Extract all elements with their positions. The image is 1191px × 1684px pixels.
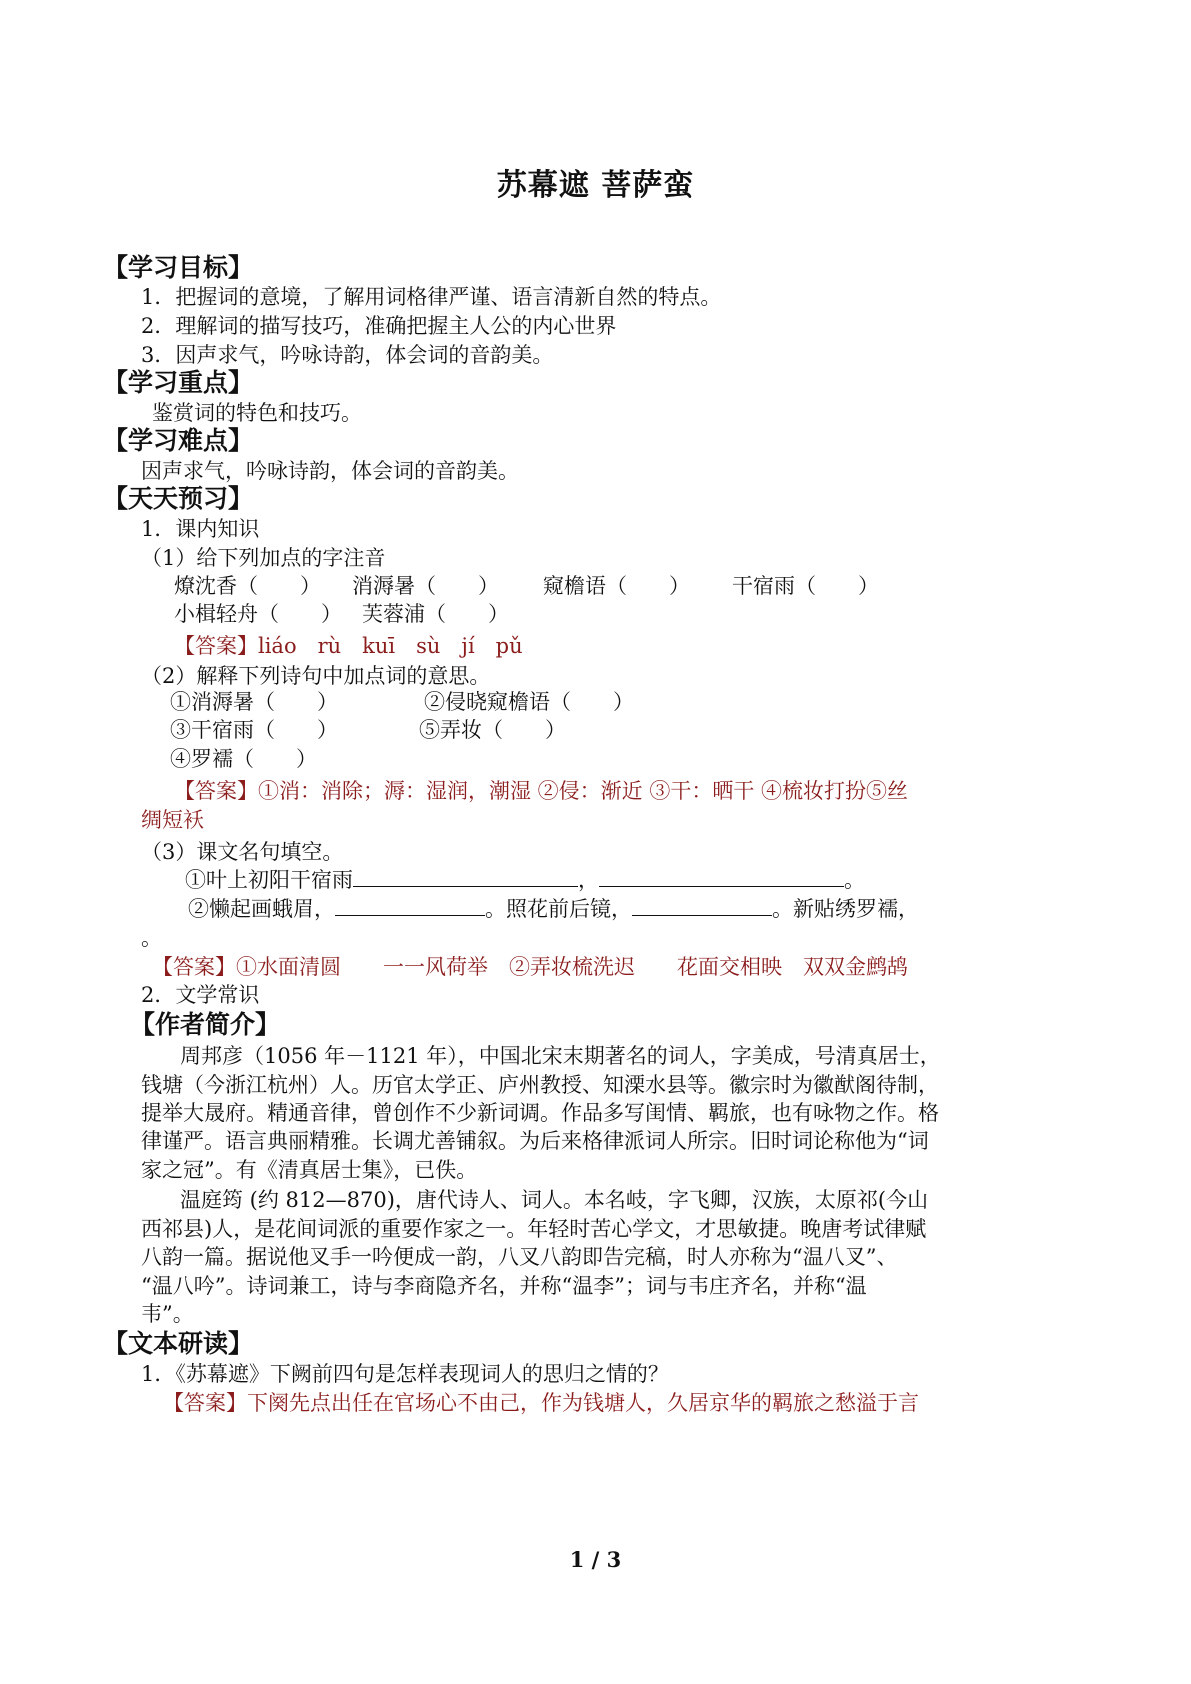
question-3-prompt: （3）课文名句填空。 [141,840,344,864]
author-paragraph-line: “温八吟”。诗词兼工，诗与李商隐齐名，并称“温李”；词与韦庄齐名，并称“温 [141,1274,867,1298]
author-paragraph-line: 钱塘（今浙江杭州）人。历官太学正、庐州教授、知溧水县等。徽宗时为徽猷阁待制， [141,1073,939,1097]
pinyin-item: 小楫轻舟（ ） [174,602,342,626]
author-paragraph-line: 律谨严。语言典丽精雅。长调尤善铺叙。为后来格律派词人所宗。旧时词论称他为“词 [141,1129,929,1153]
answer-text: liáo rù kuī sù jí pǔ [258,634,523,658]
section-heading-goals: 【学习目标】 [103,253,254,282]
answer-text: ①消：消除；溽：湿润，潮湿 ②侵：渐近 ③干：晒干 ④梳妆打扮⑤丝 [258,779,909,803]
answer-1 [174,632,523,660]
verse-text: 。新贴绣罗襦， [772,897,919,921]
definition-item: ①消溽暑（ ） [170,690,338,714]
answer-text: ①水面清圆 一一风荷举 ②弄妆梳洗迟 花面交相映 双双金鹧鸪 [236,955,908,979]
author-paragraph-line: 八韵一篇。据说他叉手一吟便成一韵，八叉八韵即告完稿，时人亦称为“温八叉”、 [141,1245,898,1269]
definition-item: ②侵晓窥檐语（ ） [424,690,634,714]
definition-item: ③干宿雨（ ） [170,718,338,742]
definition-item: ④罗襦（ ） [170,747,317,771]
answer-blank[interactable] [335,895,485,916]
pinyin-item: 燎沈香（ ） [174,574,321,598]
difficulty-text: 因声求气，吟咏诗韵，体会词的音韵美。 [141,459,519,483]
question-1-prompt: （1）给下列加点的字注音 [141,546,386,570]
verse-text: 。照花前后镜， [485,897,632,921]
author-paragraph-line: 温庭筠 (约 812—870)，唐代诗人、词人。本名岐，字飞卿，汉族，太原祁(今山 [180,1188,929,1212]
pinyin-item: 芙蓉浦（ ） [362,602,509,626]
fill-blank-line-3: 。 [141,926,162,950]
goal-item: 1．把握词的意境，了解用词格律严谨、语言清新自然的特点。 [141,285,722,309]
answer-label: 【答案】 [174,779,258,803]
subsection-in-class: 1．课内知识 [141,517,260,541]
author-paragraph-line: 韦”。 [141,1302,194,1326]
answer-2-continued: 绸短袄 [141,808,204,832]
answer-2 [174,777,908,805]
definition-item: ⑤弄妆（ ） [419,718,566,742]
verse-punct: 。 [844,868,865,892]
subsection-literature: 2．文学常识 [141,983,260,1007]
author-paragraph-line: 周邦彦（1056 年－1121 年），中国北宋末期著名的词人，字美成，号清真居士， [180,1044,941,1068]
answer-blank[interactable] [632,895,772,916]
answer-label: 【答案】 [163,1391,247,1415]
question-2-prompt: （2）解释下列诗句中加点词的意思。 [141,664,491,688]
goal-item: 3．因声求气，吟咏诗韵，体会词的音韵美。 [141,343,554,367]
reading-question-1: 1．《苏幕遮》下阙前四句是怎样表现词人的思归之情的？ [141,1362,669,1386]
answer-blank[interactable] [599,866,844,887]
answer-blank[interactable] [353,866,578,887]
page-title: 苏幕遮 菩萨蛮 [496,168,695,203]
author-paragraph-line: 家之冠”。有《清真居士集》，已佚。 [141,1158,478,1182]
section-heading-reading: 【文本研读】 [103,1329,254,1358]
goal-item: 2．理解词的描写技巧，准确把握主人公的内心世界 [141,314,617,338]
answer-label: 【答案】 [152,955,236,979]
answer-label: 【答案】 [174,634,258,658]
reading-answer-1 [163,1389,919,1417]
section-heading-focus: 【学习重点】 [103,368,254,397]
section-heading-author: 【作者简介】 [130,1010,281,1039]
pinyin-item: 窥檐语（ ） [543,574,690,598]
author-paragraph-line: 西祁县)人，是花间词派的重要作家之一。年轻时苦心学文，才思敏捷。晚唐考试律赋 [141,1217,927,1241]
pinyin-item: 消溽暑（ ） [352,574,499,598]
fill-blank-line-1 [185,866,865,894]
section-heading-difficulty: 【学习难点】 [103,426,254,455]
answer-3 [152,953,908,981]
pinyin-item: 干宿雨（ ） [732,574,879,598]
section-heading-preview: 【天天预习】 [103,484,254,513]
page-number: 1 / 3 [569,1547,622,1572]
focus-text: 鉴赏词的特色和技巧。 [152,401,362,425]
author-paragraph-line: 提举大晟府。精通音律，曾创作不少新词调。作品多写闺情、羁旅，也有咏物之作。格 [141,1101,939,1125]
fill-blank-line-2 [188,895,919,923]
verse-text: ②懒起画蛾眉， [188,897,335,921]
verse-text: ①叶上初阳干宿雨 [185,868,353,892]
answer-text: 下阕先点出任在官场心不由己，作为钱塘人，久居京华的羁旅之愁溢于言 [247,1391,919,1415]
verse-punct: ， [578,868,599,892]
